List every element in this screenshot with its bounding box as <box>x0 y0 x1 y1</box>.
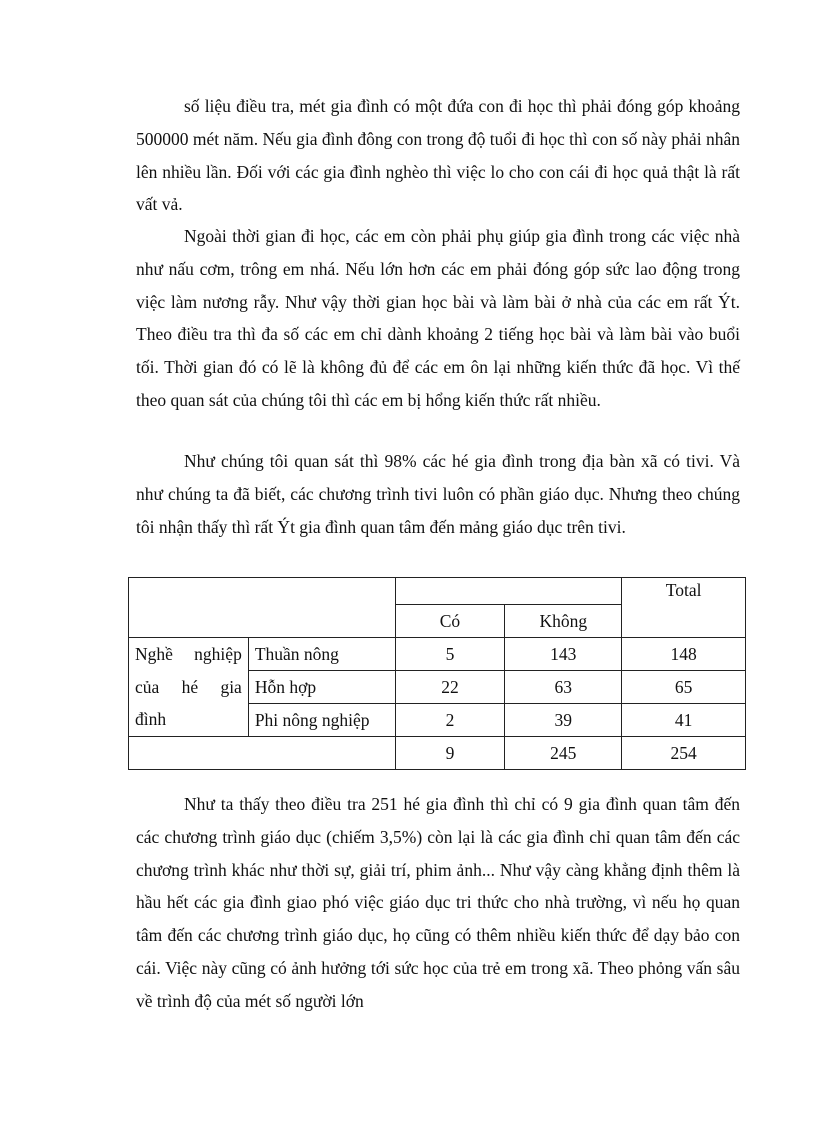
row-total: 41 <box>622 704 746 737</box>
paragraph-1: số liệu điều tra, mét gia đình có một đứa con đi học thì phải đóng góp khoảng 500000 mét năm. Nếu gia đình đông con trong độ tuổi đi học thì con số này phải nhân lên nhiều lần. Đối với các gia đình nghèo thì việc lo cho con cái đi học quả thật là rất vất vả. <box>136 96 740 215</box>
row-yes: 22 <box>395 671 505 704</box>
paragraph-2: Ngoài thời gian đi học, các em còn phải phụ giúp gia đình trong các việc nhà như nấu cơm, trông em nhá. Nếu lớn hơn các em phải đóng góp sức lao động trong việc làm nương rẫy. Như vậy thời gian học bài và làm bài ở nhà của các em rất Ýt. Theo điều tra thì đa số các em chỉ dành khoảng 2 tiếng học bài và làm bài vào buổi tối. Thời gian đó có lẽ là không đủ để các em ôn lại những kiến thức đã học. Vì thế theo quan sát của chúng tôi thì các em bị hổng kiến thức rất nhiều. <box>136 226 740 410</box>
table-row <box>129 638 746 671</box>
paragraph-4: Như ta thấy theo điều tra 251 hé gia đình thì chỉ có 9 gia đình quan tâm đến các chương trình giáo dục (chiếm 3,5%) còn lại là các gia đình chỉ quan tâm đến các chương trình khác như thời sự, giải trí, phim ảnh... Như vậy càng khẳng định thêm là hầu hết các gia đình giao phó việc giáo dục tri thức cho nhà trường, vì nếu họ quan tâm đến các chương trình giáo dục, họ cũng có thêm nhiều kiến thức để dạy bảo con cái. Việc này cũng có ảnh hưởng tới sức học của trẻ em trong xã. Theo phỏng vấn sâu về trình độ của mét số người lớn <box>136 794 740 1011</box>
total-all: 254 <box>622 737 746 770</box>
row-label: Thuần nông <box>248 638 395 671</box>
row-label: Hỗn hợp <box>248 671 395 704</box>
row-label: Phi nông nghiệp <box>248 704 395 737</box>
row-no: 143 <box>505 638 622 671</box>
table-group-header <box>395 578 622 605</box>
row-no: 39 <box>505 704 622 737</box>
header-no: Không <box>505 605 622 638</box>
table-corner-cell <box>129 578 396 638</box>
row-yes: 5 <box>395 638 505 671</box>
total-yes: 9 <box>395 737 505 770</box>
header-total: Total <box>622 578 746 638</box>
category-label <box>129 638 249 737</box>
row-total: 148 <box>622 638 746 671</box>
table-totals-row <box>129 737 746 770</box>
header-yes: Có <box>395 605 505 638</box>
total-no: 245 <box>505 737 622 770</box>
totals-label-cell <box>129 737 396 770</box>
survey-table <box>128 577 746 770</box>
row-yes: 2 <box>395 704 505 737</box>
row-total: 65 <box>622 671 746 704</box>
category-label-line2: đình <box>135 709 167 730</box>
category-label-line1: Nghề nghiệp của hé gia <box>135 644 242 697</box>
row-no: 63 <box>505 671 622 704</box>
paragraph-3: Như chúng tôi quan sát thì 98% các hé gia đình trong địa bàn xã có tivi. Và như chúng ta đã biết, các chương trình tivi luôn có phần giáo dục. Nhưng theo chúng tôi nhận thấy thì rất Ýt gia đình quan tâm đến mảng giáo dục trên tivi. <box>136 451 740 537</box>
